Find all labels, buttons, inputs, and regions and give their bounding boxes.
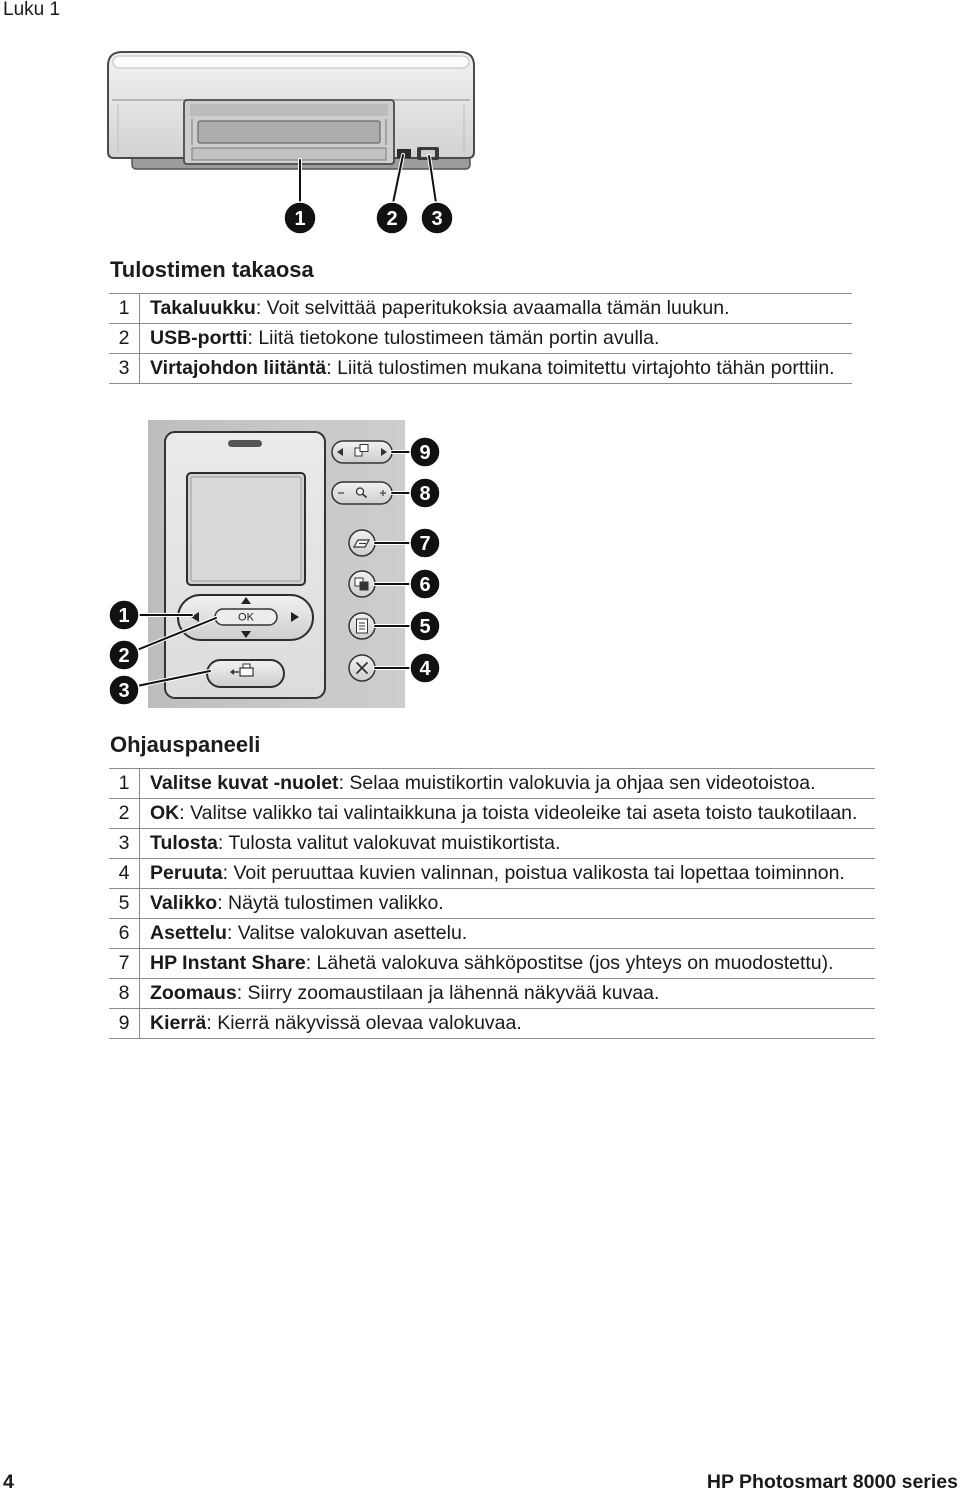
callout-number: 5 xyxy=(419,616,431,638)
zoom-button xyxy=(332,482,392,504)
row-text xyxy=(140,889,444,918)
callout-number: 2 xyxy=(118,645,130,667)
row-number: 3 xyxy=(109,829,140,858)
row-text xyxy=(140,294,730,323)
row-text xyxy=(140,829,560,858)
callout-number: 7 xyxy=(419,533,431,555)
table-row xyxy=(109,949,875,979)
callout-number: 3 xyxy=(118,680,130,702)
row-term: HP Instant Share xyxy=(150,952,306,974)
cancel-button xyxy=(349,655,375,681)
navigation-pad xyxy=(178,595,313,640)
row-term: USB-portti xyxy=(150,327,248,349)
row-number: 2 xyxy=(109,799,140,828)
row-text xyxy=(140,799,857,828)
ok-button xyxy=(215,609,277,625)
callout-8 xyxy=(410,478,440,508)
row-number: 2 xyxy=(109,324,140,353)
row-term: Valitse kuvat -nuolet xyxy=(150,772,339,794)
callout-5 xyxy=(410,611,440,641)
callout-number: 9 xyxy=(419,442,431,464)
row-text xyxy=(140,919,467,948)
table-row xyxy=(109,979,875,1009)
row-text xyxy=(140,769,816,798)
callout-number: 4 xyxy=(419,658,431,680)
callout-number: 6 xyxy=(419,574,431,596)
printer-top-cover xyxy=(113,56,469,68)
row-term: Virtajohdon liitäntä xyxy=(150,357,327,379)
row-text xyxy=(140,979,659,1008)
row-text xyxy=(140,949,834,978)
row-term: Takaluukku xyxy=(150,297,256,319)
rear-parts-table xyxy=(109,293,852,384)
callout-3 xyxy=(421,202,453,234)
layout-button xyxy=(349,571,375,597)
callout-number: 2 xyxy=(386,208,398,230)
row-description: : Voit selvittää paperitukoksia avaamalla tämän luukun. xyxy=(255,297,730,319)
page-number: 4 xyxy=(3,1471,14,1493)
row-term: OK xyxy=(150,802,180,824)
rear-access-door xyxy=(184,100,394,164)
control-panel-table xyxy=(109,768,875,1039)
instant-share-button xyxy=(349,530,375,556)
row-text xyxy=(140,859,845,888)
menu-button xyxy=(349,613,375,639)
row-number: 8 xyxy=(109,979,140,1008)
table-row xyxy=(109,354,852,384)
menu-icon xyxy=(357,619,368,633)
callout-number: 8 xyxy=(419,483,431,505)
table-row xyxy=(109,769,875,799)
row-term: Zoomaus xyxy=(150,982,237,1004)
row-description: : Selaa muistikortin valokuvia ja ohjaa sen videotoistoa. xyxy=(338,772,816,794)
row-description: : Tulosta valitut valokuvat muistikortista. xyxy=(217,832,561,854)
row-term: Peruuta xyxy=(150,862,223,884)
row-text xyxy=(140,324,659,353)
callout-1 xyxy=(109,600,139,630)
row-term: Valikko xyxy=(150,892,218,914)
section-heading-rear: Tulostimen takaosa xyxy=(110,257,314,282)
row-description: : Liitä tietokone tulostimeen tämän portin avulla. xyxy=(247,327,660,349)
row-number: 1 xyxy=(109,294,140,323)
row-description: : Kierrä näkyvissä olevaa valokuvaa. xyxy=(206,1012,522,1034)
callout-2 xyxy=(109,640,139,670)
callout-9 xyxy=(410,437,440,467)
table-row xyxy=(109,799,875,829)
row-term: Asettelu xyxy=(150,922,227,944)
table-row xyxy=(109,889,875,919)
callout-3 xyxy=(109,675,139,705)
callout-6 xyxy=(410,569,440,599)
callout-number: 1 xyxy=(294,208,306,230)
product-name: HP Photosmart 8000 series xyxy=(706,1471,958,1493)
control-panel-illustration xyxy=(100,415,450,715)
printer-rear-illustration xyxy=(100,45,490,245)
row-description: : Lähetä valokuva sähköpostitse (jos yhteys on muodostettu). xyxy=(305,952,834,974)
row-description: : Valitse valokuvan asettelu. xyxy=(226,922,468,944)
print-button xyxy=(207,660,284,687)
callout-number: 1 xyxy=(118,605,130,627)
table-row xyxy=(109,1009,875,1039)
row-text xyxy=(140,1009,522,1038)
row-description: : Valitse valikko tai valintaikkuna ja toista videoleike tai aseta toisto taukotilaan. xyxy=(179,802,858,824)
row-number: 5 xyxy=(109,889,140,918)
indicator-slot xyxy=(228,440,262,447)
table-row xyxy=(109,829,875,859)
table-row xyxy=(109,859,875,889)
row-number: 3 xyxy=(109,354,140,383)
row-term: Tulosta xyxy=(150,832,218,854)
table-row xyxy=(109,919,875,949)
lcd-screen xyxy=(187,473,305,585)
row-term: Kierrä xyxy=(150,1012,207,1034)
section-heading-control-panel: Ohjauspaneeli xyxy=(110,732,261,757)
chapter-label: Luku 1 xyxy=(3,0,61,20)
row-number: 4 xyxy=(109,859,140,888)
callout-number: 3 xyxy=(431,208,443,230)
row-number: 9 xyxy=(109,1009,140,1038)
callout-2 xyxy=(376,202,408,234)
row-number: 1 xyxy=(109,769,140,798)
callout-1 xyxy=(284,202,316,234)
row-number: 6 xyxy=(109,919,140,948)
row-description: : Näytä tulostimen valikko. xyxy=(217,892,444,914)
callout-7 xyxy=(410,528,440,558)
table-row xyxy=(109,324,852,354)
row-description: : Voit peruuttaa kuvien valinnan, poistua valikosta tai lopettaa toiminnon. xyxy=(222,862,845,884)
row-description: : Siirry zoomaustilaan ja lähennä näkyvää kuvaa. xyxy=(236,982,660,1004)
row-description: : Liitä tulostimen mukana toimitettu virtajohto tähän porttiin. xyxy=(326,357,835,379)
row-number: 7 xyxy=(109,949,140,978)
row-text xyxy=(140,354,835,383)
callout-4 xyxy=(410,653,440,683)
table-row xyxy=(109,294,852,324)
rotate-button xyxy=(332,441,392,463)
ok-label: OK xyxy=(238,611,254,624)
